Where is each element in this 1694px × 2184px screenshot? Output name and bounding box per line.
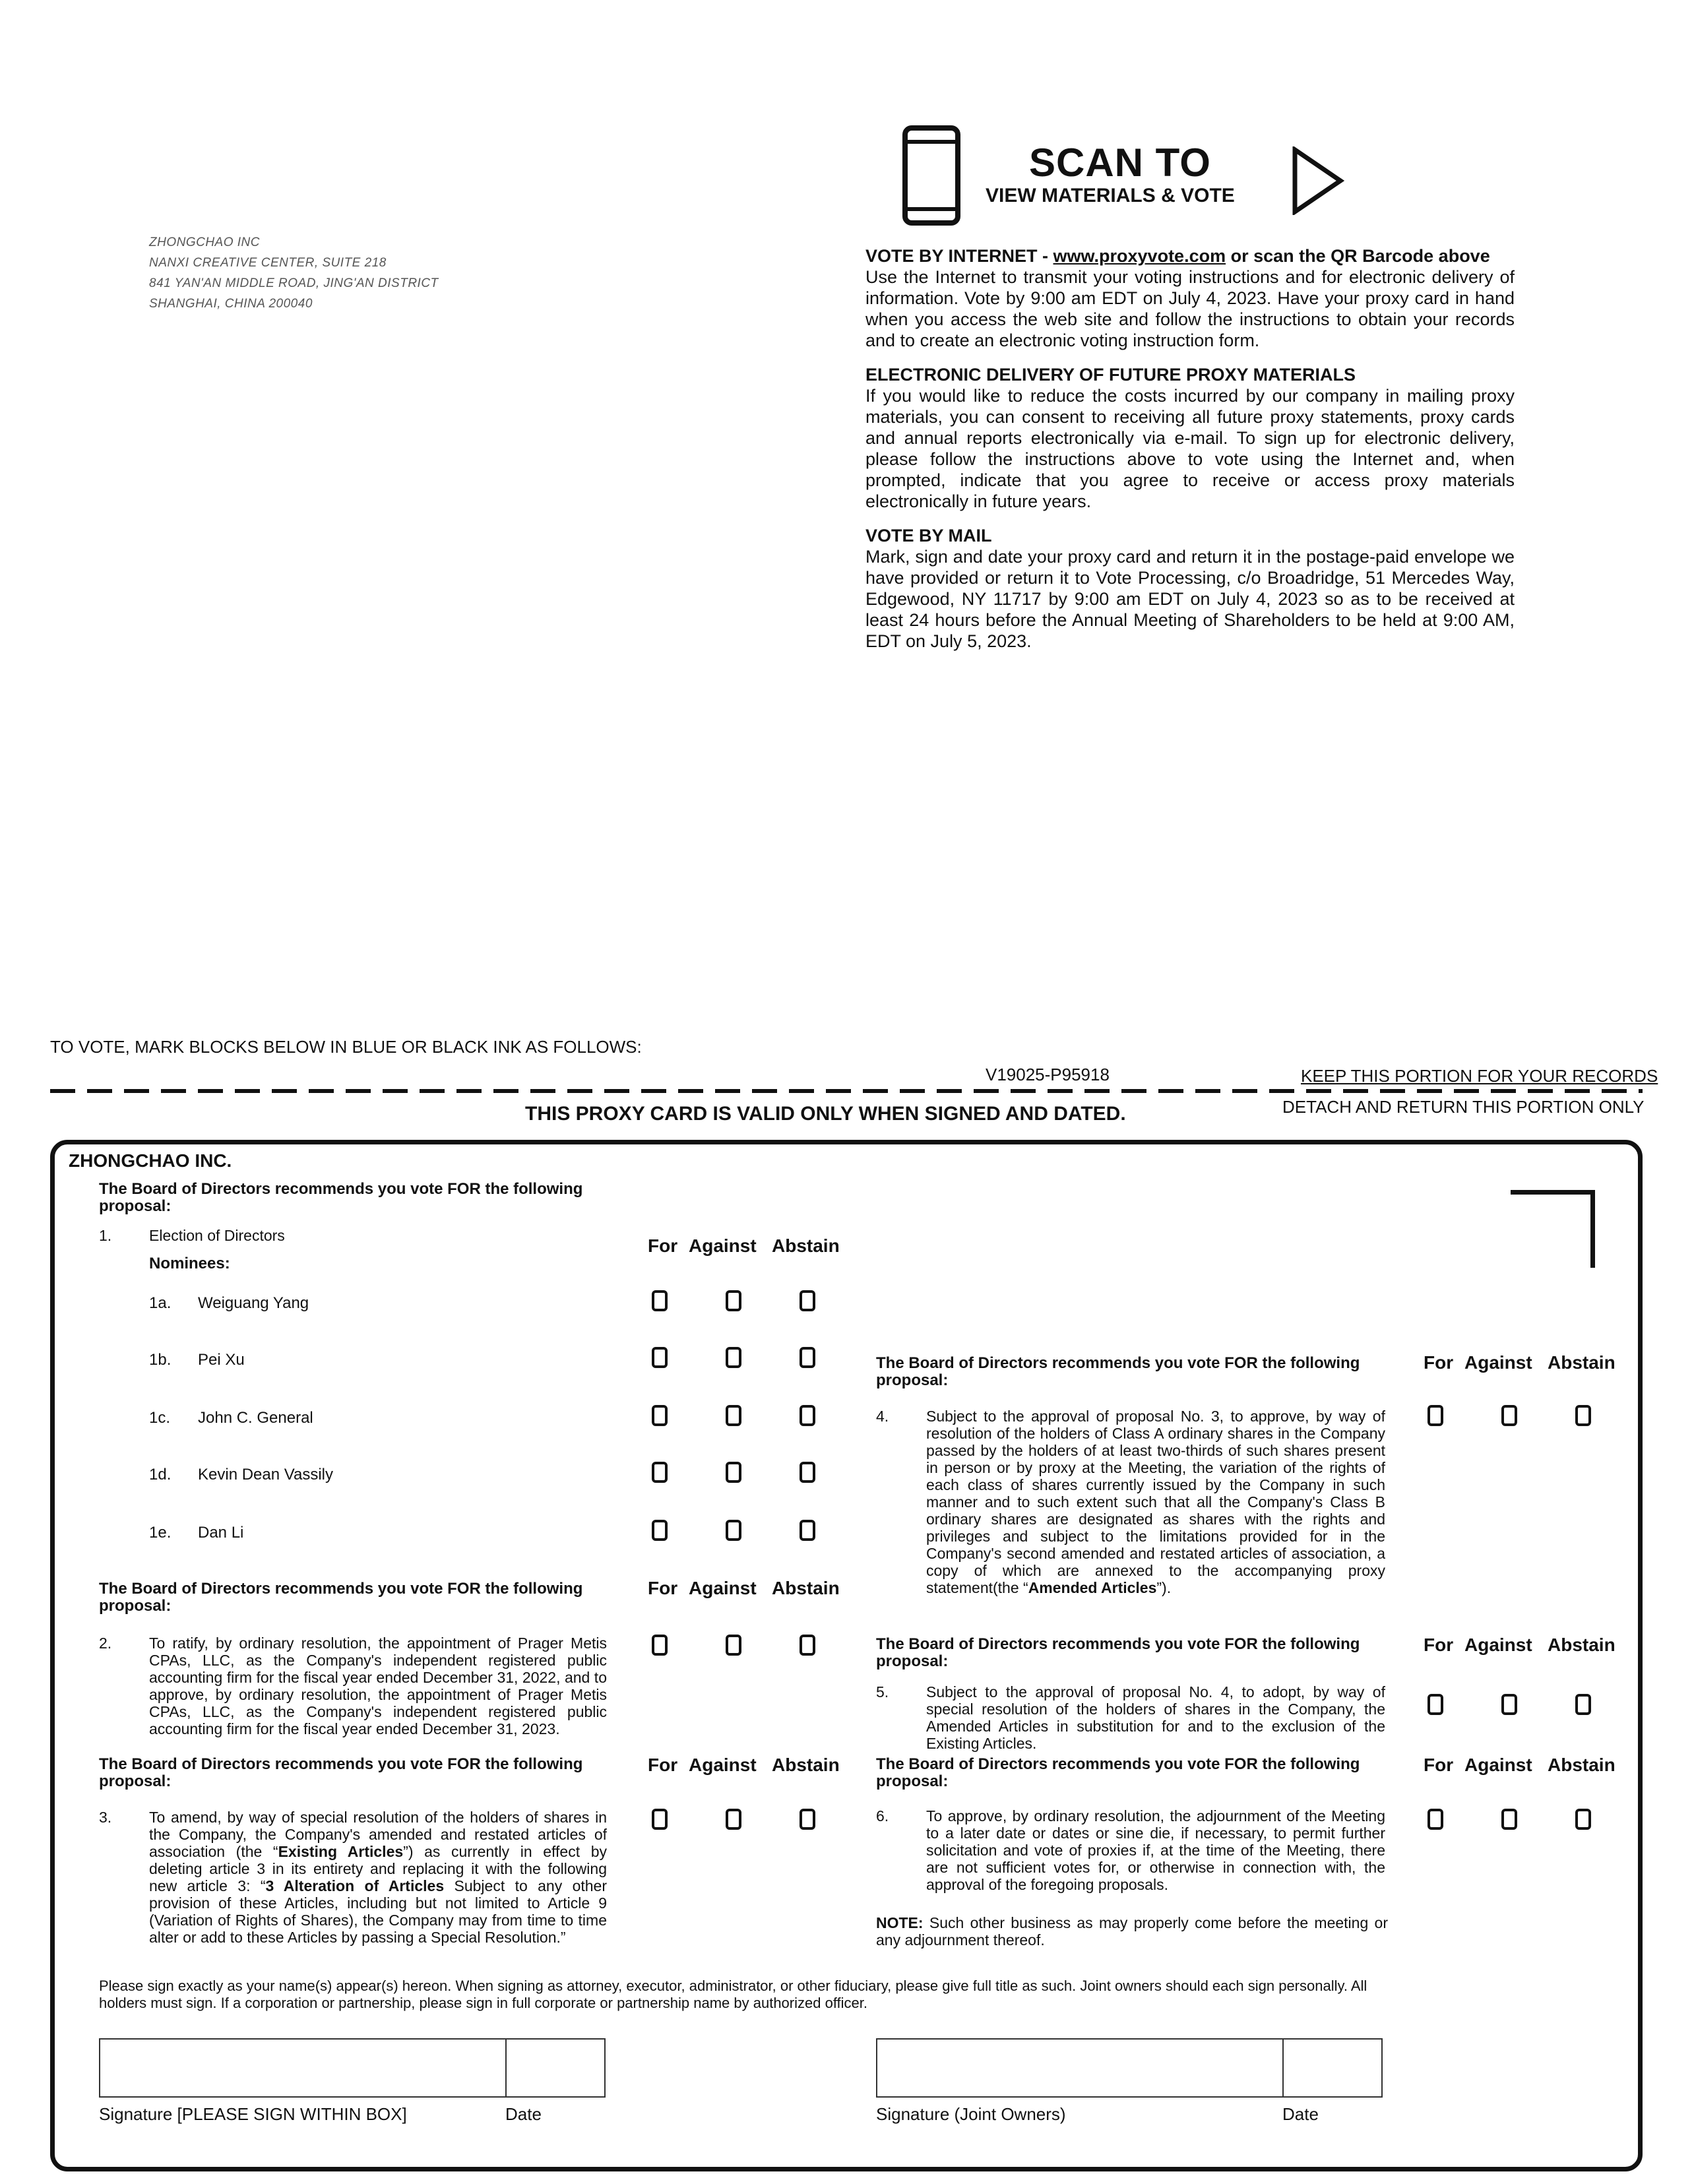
vote-column-headers: For Against Abstain bbox=[648, 1235, 840, 1256]
corner-mark bbox=[1511, 1190, 1595, 1268]
vote-checkbox-for[interactable] bbox=[652, 1462, 668, 1483]
vote-checkbox-against[interactable] bbox=[1501, 1809, 1517, 1830]
vote-checkbox-for[interactable] bbox=[652, 1635, 668, 1656]
valid-notice: THIS PROXY CARD IS VALID ONLY WHEN SIGNED AND DATED. bbox=[525, 1103, 1126, 1125]
address-line: ZHONGCHAO INC bbox=[149, 235, 260, 249]
vote-column-headers: For Against Abstain bbox=[648, 1755, 840, 1775]
vote-checkbox-for[interactable] bbox=[652, 1809, 668, 1830]
proposal-title: Election of Directors bbox=[149, 1227, 285, 1244]
proposal-number: 6. bbox=[876, 1807, 889, 1825]
mark-instruction: TO VOTE, MARK BLOCKS BELOW IN BLUE OR BLACK INK AS FOLLOWS: bbox=[50, 1037, 642, 1057]
proxyvote-link[interactable]: www.proxyvote.com bbox=[1053, 246, 1226, 266]
nominees-label: Nominees: bbox=[149, 1255, 230, 1272]
phone-icon bbox=[902, 125, 960, 226]
vote-internet-heading: VOTE BY INTERNET - www.proxyvote.com or scan the QR Barcode above bbox=[865, 246, 1490, 266]
address-line: 841 YAN'AN MIDDLE ROAD, JING'AN DISTRICT bbox=[149, 276, 439, 290]
vote-column-headers: For Against Abstain bbox=[1424, 1755, 1616, 1775]
scan-title: SCAN TO bbox=[1029, 140, 1211, 185]
address-line: SHANGHAI, CHINA 200040 bbox=[149, 297, 313, 311]
address-line: NANXI CREATIVE CENTER, SUITE 218 bbox=[149, 256, 387, 270]
proposal-number: 2. bbox=[99, 1635, 112, 1652]
board-recommendation: The Board of Directors recommends you vote FOR the following proposal: bbox=[99, 1180, 583, 1215]
date-box[interactable] bbox=[505, 2038, 606, 2098]
vote-checkbox-for[interactable] bbox=[1427, 1809, 1443, 1830]
vote-checkbox-against[interactable] bbox=[1501, 1694, 1517, 1715]
date-label: Date bbox=[505, 2104, 542, 2124]
vote-checkbox-against[interactable] bbox=[726, 1405, 741, 1426]
board-recommendation: The Board of Directors recommends you vote FOR the following proposal: bbox=[99, 1755, 583, 1790]
vote-checkbox-against[interactable] bbox=[726, 1462, 741, 1483]
joint-signature-box[interactable] bbox=[876, 2038, 1284, 2098]
joint-signature-label: Signature (Joint Owners) bbox=[876, 2104, 1066, 2124]
vote-checkbox-for[interactable] bbox=[652, 1290, 668, 1311]
vote-checkbox-abstain[interactable] bbox=[800, 1462, 815, 1483]
detach-line bbox=[50, 1089, 1643, 1093]
sender-address bbox=[149, 232, 439, 314]
card-company-name: ZHONGCHAO INC. bbox=[69, 1150, 232, 1171]
electronic-delivery-body: If you would like to reduce the costs incurred by our company in mailing proxy materials, you can consent to receiving all future proxy statements, proxy cards and annual reports electronically via e-mail. To sign up for electronic delivery, please follow the instructions above to vote using the Internet and, when prompted, indicate that you agree to receive or access proxy materials electronically in future years. bbox=[865, 386, 1515, 511]
vote-checkbox-abstain[interactable] bbox=[800, 1809, 815, 1830]
joint-date-label: Date bbox=[1282, 2104, 1319, 2124]
detach-portion-text: DETACH AND RETURN THIS PORTION ONLY bbox=[1282, 1097, 1645, 1117]
vote-column-headers: For Against Abstain bbox=[1424, 1635, 1616, 1655]
vote-checkbox-for[interactable] bbox=[652, 1347, 668, 1368]
proposal-number: 5. bbox=[876, 1683, 889, 1700]
vote-checkbox-for[interactable] bbox=[652, 1405, 668, 1426]
signature-label: Signature [PLEASE SIGN WITHIN BOX] bbox=[99, 2104, 407, 2124]
joint-date-box[interactable] bbox=[1282, 2038, 1383, 2098]
vote-mail-heading: VOTE BY MAIL bbox=[865, 526, 992, 546]
vote-internet-body: Use the Internet to transmit your voting instructions and for electronic delivery of information. Vote by 9:00 am EDT on July 4, 2023. Have your proxy card in hand when you access the web site and follow the instructions to obtain your records and to create an electronic voting instruction form. bbox=[865, 267, 1515, 350]
vote-checkbox-abstain[interactable] bbox=[1575, 1405, 1591, 1426]
vote-checkbox-abstain[interactable] bbox=[800, 1520, 815, 1541]
vote-checkbox-abstain[interactable] bbox=[1575, 1809, 1591, 1830]
scan-subtitle: VIEW MATERIALS & VOTE bbox=[986, 185, 1235, 206]
board-recommendation: The Board of Directors recommends you vote FOR the following proposal: bbox=[99, 1580, 583, 1615]
vote-checkbox-for[interactable] bbox=[652, 1520, 668, 1541]
note-text: NOTE: Such other business as may properly come before the meeting or any adjournment thereof. bbox=[876, 1914, 1388, 1949]
vote-checkbox-for[interactable] bbox=[1427, 1694, 1443, 1715]
vote-checkbox-against[interactable] bbox=[726, 1635, 741, 1656]
keep-portion-text: KEEP THIS PORTION FOR YOUR RECORDS bbox=[1301, 1066, 1658, 1086]
proposal-6-text: To approve, by ordinary resolution, the adjournment of the Meeting to a later date or dates or sine die, if necessary, to permit further solicitation and vote of proxies if, at the time of the Meeting, there are not sufficient votes for, or otherwise in connection with, the approval of the foregoing proposals. bbox=[926, 1807, 1385, 1893]
vote-checkbox-against[interactable] bbox=[726, 1290, 741, 1311]
proposal-4-text: Subject to the approval of proposal No. 3, to approve, by way of resolution of the holders of Class A ordinary shares in the Company passed by the holders of at least two-thirds of such shares present in person or by proxy at the Meeting, the variation of the rights of each class of shares currently issued by the Company in such manner and to such extent such that all the Company's Class B ordinary shares are designated as shares with the rights and privileges and subject to the limitations provided for in the Company's second amended and restated articles of association, a copy of which are annexed to the accompanying proxy statement(the “Amended Articles”). bbox=[926, 1408, 1385, 1596]
board-recommendation: The Board of Directors recommends you vote FOR the following proposal: bbox=[876, 1635, 1360, 1670]
play-arrow-icon bbox=[1292, 146, 1344, 215]
voting-instructions bbox=[865, 245, 1515, 665]
proposal-number: 3. bbox=[99, 1809, 112, 1826]
vote-mail-body: Mark, sign and date your proxy card and return it in the postage-paid envelope we have provided or return it to Vote Processing, c/o Broadridge, 51 Mercedes Way, Edgewood, NY 11717 by 9:00 am EDT on July 4, 2023 so as to be received at least 24 hours before the Annual Meeting of Shareholders to be held at 9:00 AM, EDT on July 5, 2023. bbox=[865, 547, 1515, 651]
proposal-number: 1. bbox=[99, 1227, 112, 1244]
board-recommendation: The Board of Directors recommends you vote FOR the following proposal: bbox=[876, 1354, 1360, 1389]
vote-checkbox-against[interactable] bbox=[726, 1347, 741, 1368]
signature-box[interactable] bbox=[99, 2038, 507, 2098]
vote-checkbox-abstain[interactable] bbox=[800, 1290, 815, 1311]
vote-checkbox-for[interactable] bbox=[1427, 1405, 1443, 1426]
vote-checkbox-against[interactable] bbox=[726, 1520, 741, 1541]
proposal-number: 4. bbox=[876, 1408, 889, 1425]
vote-checkbox-against[interactable] bbox=[1501, 1405, 1517, 1426]
vote-checkbox-abstain[interactable] bbox=[800, 1405, 815, 1426]
proposal-5-text: Subject to the approval of proposal No. 4, to adopt, by way of special resolution of the holders of shares in the Company, the Amended Articles in substitution for and to the exclusion of the Existing Articles. bbox=[926, 1683, 1385, 1752]
electronic-delivery-heading: ELECTRONIC DELIVERY OF FUTURE PROXY MATERIALS bbox=[865, 365, 1356, 385]
proposal-2-text: To ratify, by ordinary resolution, the appointment of Prager Metis CPAs, LLC, as the Company's independent registered public accounting firm for the fiscal year ended December 31, 2022, and to approve, by ordinary resolution, the appointment of Prager Metis CPAs, LLC, as the Company's independent registered public accounting firm for the fiscal year ended December 31, 2023. bbox=[149, 1635, 607, 1737]
job-code: V19025-P95918 bbox=[986, 1065, 1110, 1084]
vote-column-headers: For Against Abstain bbox=[1424, 1352, 1616, 1373]
board-recommendation: The Board of Directors recommends you vote FOR the following proposal: bbox=[876, 1755, 1360, 1790]
vote-checkbox-abstain[interactable] bbox=[800, 1635, 815, 1656]
vote-checkbox-abstain[interactable] bbox=[1575, 1694, 1591, 1715]
vote-checkbox-abstain[interactable] bbox=[800, 1347, 815, 1368]
proposal-3-text: To amend, by way of special resolution of the holders of shares in the Company, the Company's amended and restated articles of association (the “Existing Articles”) as currently in effect by deleting article 3 in its entirety and replacing it with the following new article 3: “3 Alteration of Articles Subject to any other provision of these Articles, including but not limited to Article 9 (Variation of Rights of Shares), the Company may from time to time alter or add to these Articles by passing a Special Resolution.” bbox=[149, 1809, 608, 1946]
vote-checkbox-against[interactable] bbox=[726, 1809, 741, 1830]
vote-column-headers: For Against Abstain bbox=[648, 1578, 840, 1598]
signing-instructions: Please sign exactly as your name(s) appear(s) hereon. When signing as attorney, executor, administrator, or other fiduciary, please give full title as such. Joint owners should each sign personally. All holders must sign. If a corporation or partnership, please sign in full corporate or partnership name by authorized officer. bbox=[99, 1978, 1367, 2011]
